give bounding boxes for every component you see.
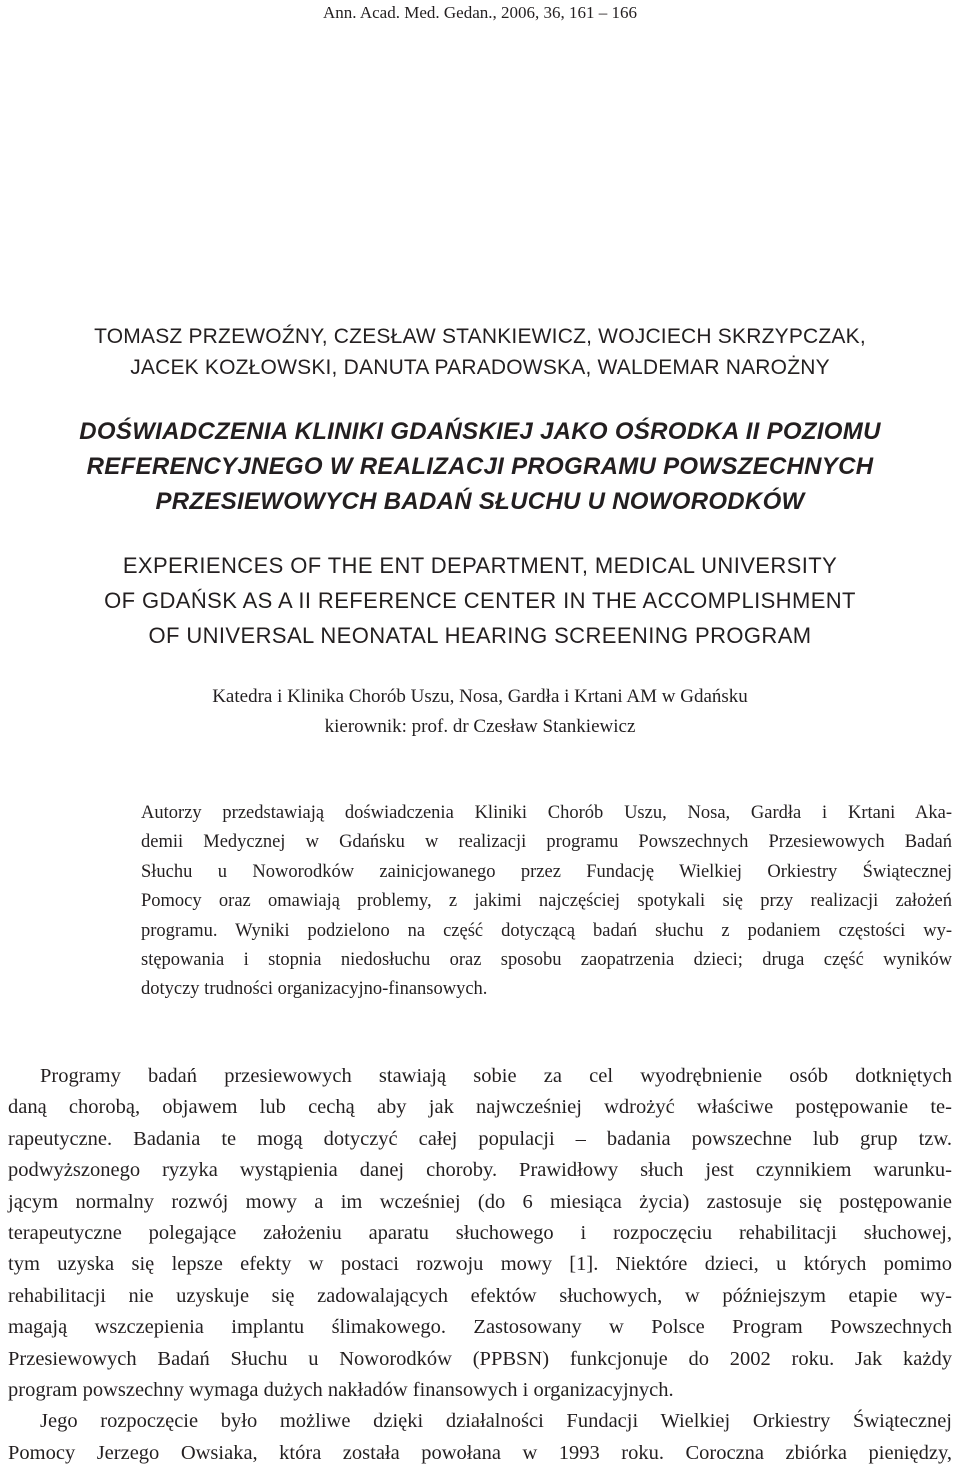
running-head: Ann. Acad. Med. Gedan., 2006, 36, 161 – 166 — [323, 3, 637, 22]
body-line: Programy badań przesiewowych stawiają sobie za cel wyodrębnienie osób dotkniętych — [40, 1065, 952, 1087]
abstract-line: Autorzy przedstawiają doświadczenia Kliniki Chorób Uszu, Nosa, Gardła i Krtani Aka- — [141, 803, 952, 823]
body-line: podwyższonego ryzyka wystąpienia danej choroby. Prawidłowy słuch jest czynnikiem warunku- — [8, 1159, 952, 1182]
title-polish — [8, 414, 952, 519]
body-line: magają wszczepienia implantu ślimakowego. Zastosowany w Polsce Program Powszechnych — [8, 1316, 952, 1339]
title-polish-line: DOŚWIADCZENIA KLINIKI GDAŃSKIEJ JAKO OŚRODKA II POZIOMU — [79, 418, 881, 445]
body-line: rapeutyczne. Badania te mogą dotyczyć całej populacji – badania powszechne lub grup tzw. — [8, 1127, 952, 1150]
title-english-line: EXPERIENCES OF THE ENT DEPARTMENT, MEDICAL UNIVERSITY — [122, 553, 838, 578]
affiliation-head: kierownik: prof. dr Czesław Stankiewicz — [324, 716, 636, 737]
body-line: Pomocy Jerzego Owsiaka, która została powołana w 1993 roku. Coroczna zbiórka pieniędzy, — [8, 1441, 952, 1464]
author-list — [8, 321, 952, 383]
title-polish-line: PRZESIEWOWYCH BADAŃ SŁUCHU U NOWORODKÓW — [155, 488, 805, 515]
paragraph-2 — [8, 1406, 952, 1469]
abstract-line: Słuchu u Noworodków zainicjowanego przez Fundację Wielkiej Orkiestry Świątecznej — [141, 861, 952, 882]
body-line: rehabilitacji nie uzyskuje się zadowalających efektów słuchowych, w późniejszym etapie wy- — [8, 1284, 952, 1307]
affiliation-department: Katedra i Klinika Chorób Uszu, Nosa, Gardła i Krtani AM w Gdańsku — [212, 686, 748, 707]
abstract-line: dotyczy trudności organizacyjno-finansowych. — [141, 979, 488, 1000]
affiliation — [0, 682, 960, 742]
abstract-line: stępowania i stopnia niedosłuchu oraz sposobu zaopatrzenia dzieci; druga część wyników — [141, 950, 952, 971]
title-english-line: OF GDAŃSK AS A II REFERENCE CENTER IN THE ACCOMPLISHMENT — [104, 588, 856, 613]
body-line: Jego rozpoczęcie było możliwe dzięki działalności Fundacji Wielkiej Orkiestry Świątecznej — [40, 1410, 952, 1433]
paragraph-1 — [8, 1061, 952, 1406]
author-line: TOMASZ PRZEWOŹNY, CZESŁAW STANKIEWICZ, WOJCIECH SKRZYPCZAK, — [94, 325, 866, 348]
body-line: tym uzyska się lepsze efekty w postaci rozwoju mowy [1]. Niektóre dzieci, u których pomimo — [8, 1253, 952, 1276]
body-line: jącym normalny rozwój mowy a im wcześniej (do 6 miesiąca życia) zastosuje się postępowanie — [8, 1190, 952, 1213]
abstract — [141, 799, 952, 1005]
body-line: daną chorobą, objawem lub cechą aby jak najwcześniej wdrożyć właściwe postępowanie te- — [8, 1096, 952, 1119]
title-polish-line: REFERENCYJNEGO W REALIZACJI PROGRAMU POWSZECHNYCH — [86, 453, 874, 480]
author-line: JACEK KOZŁOWSKI, DANUTA PARADOWSKA, WALDEMAR NAROŻNY — [130, 356, 830, 379]
title-english-line: OF UNIVERSAL NEONATAL HEARING SCREENING PROGRAM — [148, 623, 812, 648]
title-english — [8, 548, 952, 653]
abstract-line: Pomocy oraz omawiają problemy, z jakimi najczęściej spotykali się przy realizacji założeń — [141, 891, 952, 912]
body-text — [8, 1061, 952, 1469]
abstract-line: programu. Wyniki podzielono na część dotyczącą badań słuchu z podaniem częstości wy- — [141, 920, 952, 941]
body-line: terapeutyczne polegające założeniu aparatu słuchowego i rozpoczęciu rehabilitacji słuchowej, — [8, 1222, 952, 1245]
abstract-line: demii Medycznej w Gdańsku w realizacji programu Powszechnych Przesiewowych Badań — [141, 832, 952, 853]
body-line: Przesiewowych Badań Słuchu u Noworodków (PPBSN) funkcjonuje do 2002 roku. Jak każdy — [8, 1347, 952, 1370]
body-line: program powszechny wymaga dużych nakładów finansowych i organizacyjnych. — [8, 1379, 674, 1402]
